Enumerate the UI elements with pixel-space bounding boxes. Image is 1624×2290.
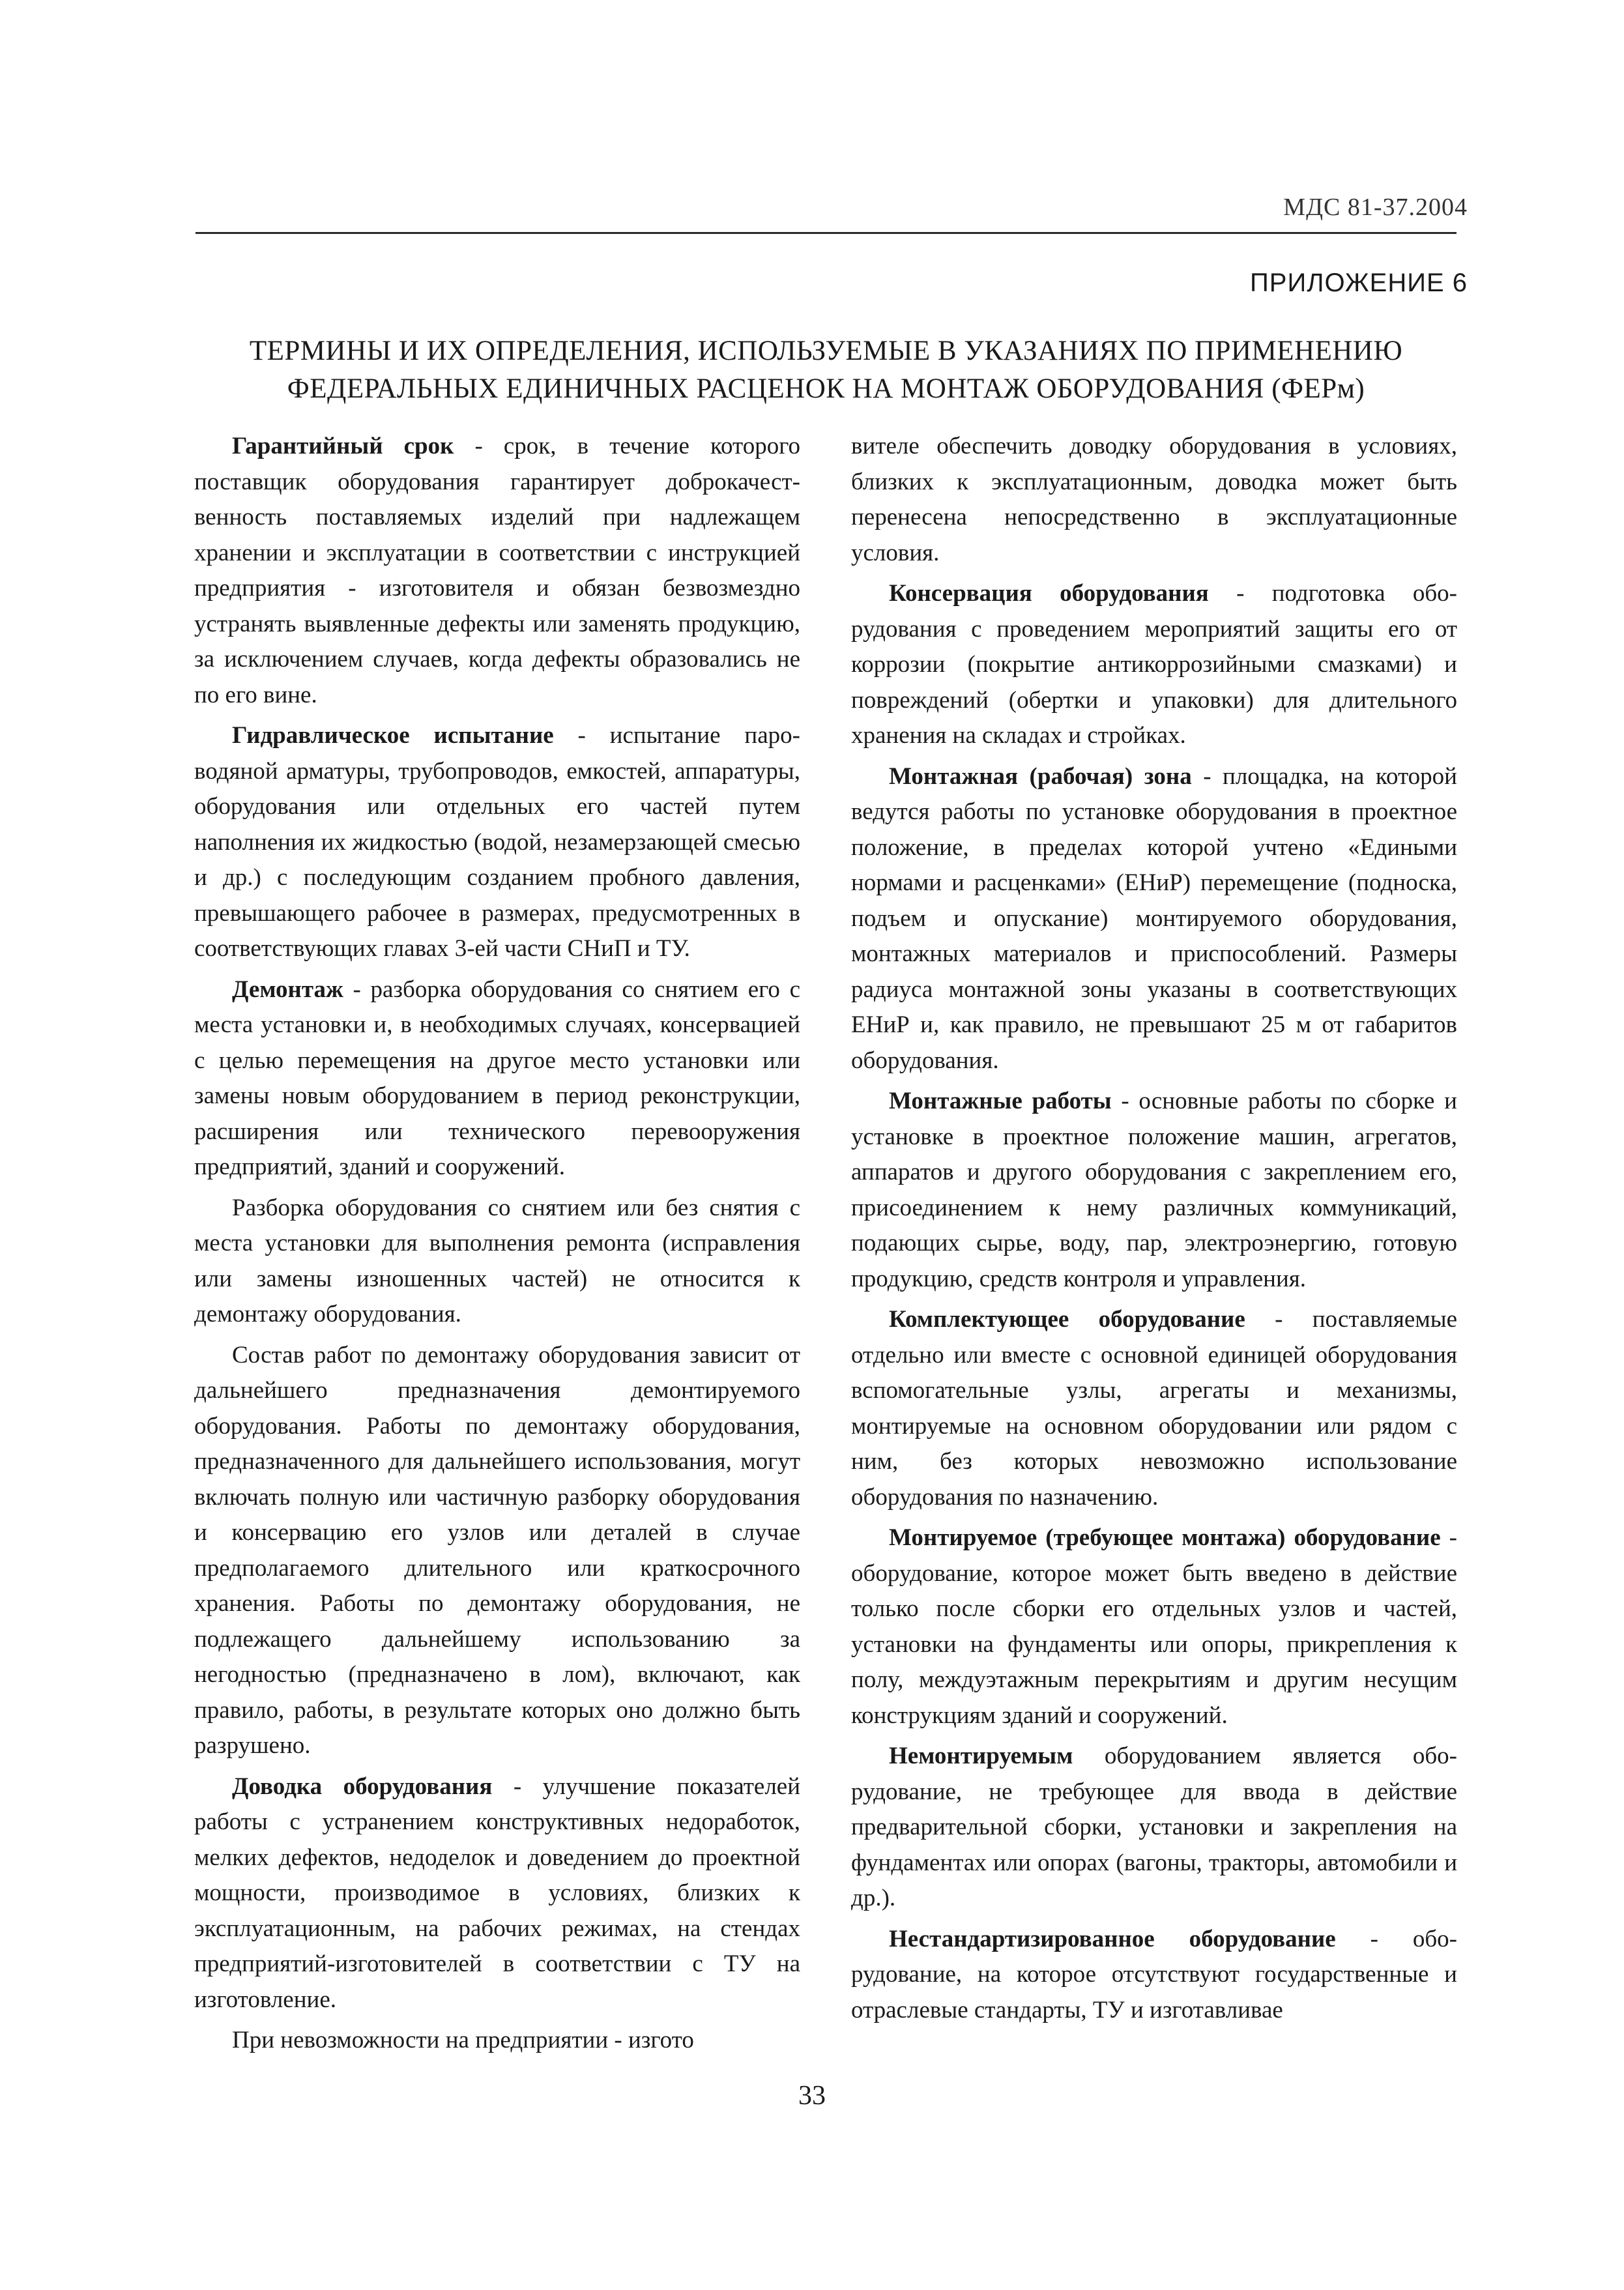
term-components: Комплектующее оборудование (889, 1306, 1245, 1333)
right-column (851, 429, 1458, 2023)
paragraph-non-mounted (851, 1739, 1457, 1917)
definition-non-standard: - оборудование, на которое отсутствуют государственные и отраслевые стандарты, ТУ и изготавливае (851, 1925, 1457, 2023)
paragraph-non-standard (851, 1922, 1457, 2029)
paragraph-finishing-end: вителе обеспечить доводку оборудования в условиях, близких к эксплуатационным, доводка может быть перенесена непосредственно в эксплуатационные условия. (851, 433, 1457, 566)
page-number: 33 (798, 2081, 826, 2111)
paragraph-work-zone (851, 759, 1457, 1079)
paragraph-hydraulic-test (194, 718, 800, 967)
paragraph-finishing (194, 1769, 800, 2018)
term-non-mounted: Немонтируемым (889, 1743, 1073, 1769)
paragraph-installation-works (851, 1084, 1457, 1297)
definition-warranty: - срок, в течение которого поставщик оборудования гарантирует доброкачественность поставляемых изделий при надлежащем хранении и эксплуатации в соответствии с инструкцией предприятия - изготовителя и обязан безвозмездно устранять выявленные дефекты или заменять продукцию, за исключением случаев, когда дефекты образовались не по его вине. (194, 433, 800, 708)
definition-dismantling: - разборка оборудования со снятием его с места установки и, в необходимых случаях, консервацией с целью перемещения на другое место установки или замены новым оборудованием в период реконструкции, расширения или технического перевооружения предприятий, зданий и сооружений. (194, 976, 800, 1180)
title-line-2: ФЕДЕРАЛЬНЫХ ЕДИНИЧНЫХ РАСЦЕНОК НА МОНТАЖ ОБОРУДОВАНИЯ (ФЕРм) (287, 373, 1365, 404)
term-mounted-equipment: Монтируемое (требующее монтажа) оборудование (889, 1524, 1441, 1551)
term-work-zone: Монтажная (рабочая) зона (889, 762, 1192, 790)
title-line-1: ТЕРМИНЫ И ИХ ОПРЕДЕЛЕНИЯ, ИСПОЛЬЗУЕМЫЕ В УКАЗАНИЯХ ПО ПРИМЕНЕНИЮ (249, 336, 1403, 366)
paragraph-dismantling-scope: Состав работ по демонтажу оборудования зависит от дальнейшего предназначения демонтируемого оборудования. Работы по демонтажу оборудования, предназначенного для дальнейшего использования, могут включать полную или частичную разборку оборудования и консервацию его узлов или деталей в случае предполагаемого длительного или краткосрочного хранения. Работы по демонтажу оборудования, не подлежащего дальнейшему использованию за негодностью (предназначено в лом), включают, как правило, работы, в результате которых оно должно быть разрушено. (194, 1341, 800, 1759)
definition-hydraulic-test: - испытание пароводяной арматуры, трубопроводов, емкостей, аппаратуры, оборудования или отдельных его частей путем наполнения их жидкостью (водой, незамерзающей смесью и др.) с последующим созданием пробного давления, превышающего рабочее в размерах, предусмотренных в соответствующих главах 3-ей части СНиП и ТУ. (194, 722, 800, 962)
term-warranty: Гарантийный срок (232, 433, 454, 459)
header-rule (196, 232, 1457, 234)
paragraph-conservation (851, 576, 1457, 754)
term-hydraulic-test: Гидравлическое испытание (232, 722, 554, 749)
paragraph-finishing-cont: При невозможности на предприятии - изгото (232, 2027, 694, 2053)
definition-non-mounted: оборудованием является оборудование, не требующее для ввода в действие предварительной сборки, установки и закрепления на фундаментах или опорах (вагоны, тракторы, автомобили и др.). (851, 1743, 1457, 1911)
paragraph-mounted-equipment (851, 1520, 1457, 1733)
paragraph-dismantling (194, 972, 800, 1185)
term-finishing: Доводка оборудования (232, 1773, 493, 1800)
paragraph-components (851, 1302, 1457, 1515)
page-title (196, 332, 1457, 408)
definition-finishing: - улучшение показателей работы с устранением конструктивных недоработок, мелких дефектов, недоделок и доведением до проектной мощности, производимое в условиях, близких к эксплуатационным, на рабочих режимах, на стендах предприятий-изготовителей в соответствии с ТУ на изготовление. (194, 1773, 801, 2013)
appendix-label: ПРИЛОЖЕНИЕ 6 (1250, 268, 1468, 297)
left-column (194, 429, 801, 2053)
term-installation-works: Монтажные работы (889, 1088, 1112, 1114)
text-columns (194, 429, 1458, 2053)
paragraph-dismantling-note: Разборка оборудования со снятием или без снятия с места установки для выполнения ремонта (исправления или замены изношенных частей) не относится к демонтажу оборудования. (194, 1194, 800, 1327)
definition-work-zone: - площадка, на которой ведутся работы по установке оборудования в проектное положение, в пределах которой учтено «Едиными нормами и расценками» (ЕНиР) перемещение (подноска, подъем и опускание) монтируемого оборудования, монтажных материалов и приспособлений. Размеры радиуса монтажной зоны указаны в соответствующих ЕНиР и, как правило, не превышают 25 м от габаритов оборудования. (851, 762, 1457, 1074)
definition-conservation: - подготовка оборудования с проведением мероприятий защиты его от коррозии (покрытие антикоррозийными смазками) и повреждений (обертки и упаковки) для длительного хранения на складах и стройках. (851, 580, 1457, 749)
term-dismantling: Демонтаж (232, 976, 343, 1003)
definition-installation-works: - основные работы по сборке и установке в проектное положение машин, агрегатов, аппаратов и другого оборудования с закреплением его, присоединением к нему различных коммуникаций, подающих сырье, воду, пар, электроэнергию, готовую продукцию, средств контроля и управления. (851, 1088, 1457, 1292)
definition-components: - поставляемые отдельно или вместе с основной единицей оборудования вспомогательные узлы, агрегаты и механизмы, монтируемые на основном оборудовании или рядом с ним, без которых невозможно использование оборудования по назначению. (851, 1306, 1458, 1511)
term-conservation: Консервация оборудования (889, 580, 1209, 607)
term-non-standard: Нестандартизированное оборудование (889, 1925, 1336, 1952)
definition-mounted-equipment: - оборудование, которое может быть введено в действие только после сборки его отдельных узлов и частей, установки на фундаменты или опоры, прикрепления к полу, междуэтажным перекрытиям и другим несущим конструкциям зданий и сооружений. (851, 1524, 1457, 1729)
paragraph-warranty (194, 429, 800, 713)
document-code: МДС 81-37.2004 (1283, 194, 1468, 221)
